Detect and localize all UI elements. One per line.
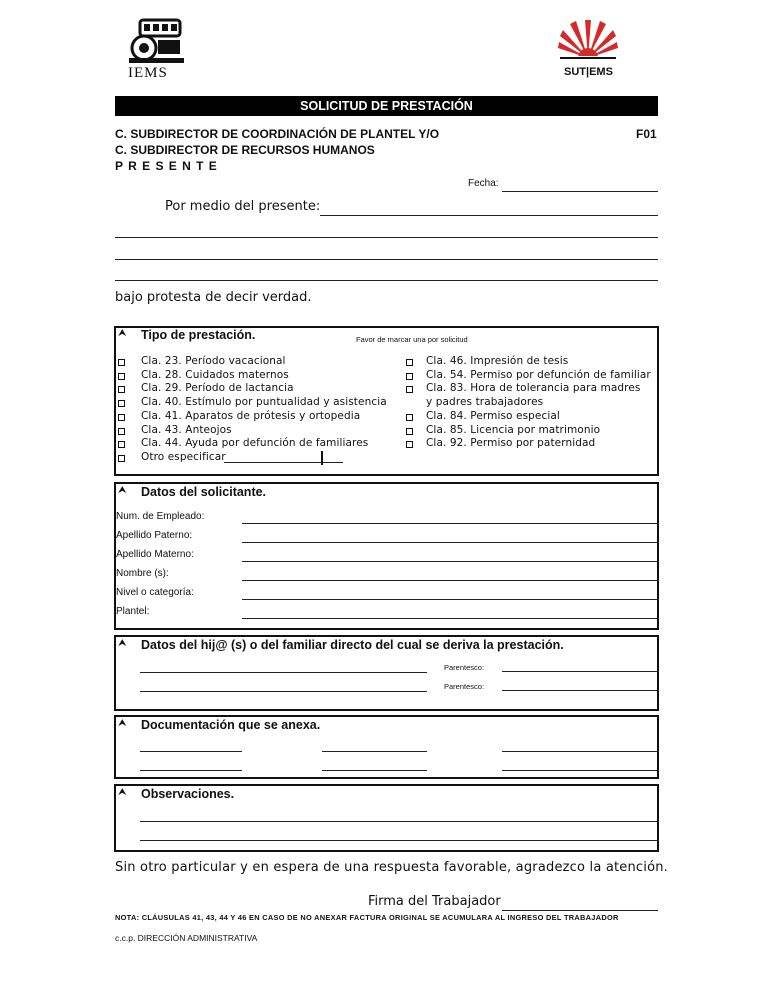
- checkbox-cla-54[interactable]: [406, 373, 413, 380]
- addressee-line-3: P R E S E N T E: [115, 159, 218, 173]
- otro-especificar-field[interactable]: [224, 462, 343, 463]
- intro-field-line-3[interactable]: [115, 259, 658, 260]
- tipo-prestacion-title: Tipo de prestación.: [141, 328, 256, 342]
- item-cla-41: Cla. 41. Aparatos de prótesis y ortopedia: [141, 410, 361, 422]
- section-arrow-icon: ⮝: [118, 718, 127, 729]
- section-arrow-icon: ⮝: [118, 787, 127, 798]
- label-num-empleado: Num. de Empleado:: [116, 511, 205, 522]
- intro-text: Por medio del presente:: [165, 199, 321, 214]
- tipo-note: Favor de marcar una por solicitud: [356, 335, 468, 344]
- item-cla-23: Cla. 23. Período vacacional: [141, 355, 286, 367]
- iems-logo: [124, 18, 194, 82]
- doc-field-4[interactable]: [140, 770, 242, 771]
- label-apellido-paterno: Apellido Paterno:: [116, 530, 193, 541]
- item-cla-54: Cla. 54. Permiso por defunción de familiar: [426, 369, 651, 381]
- checkbox-cla-85[interactable]: [406, 428, 413, 435]
- item-cla-29: Cla. 29. Período de lactancia: [141, 382, 294, 394]
- observaciones-section: [114, 784, 659, 852]
- sutiems-logo: [558, 18, 620, 90]
- fecha-label: Fecha:: [468, 178, 499, 189]
- checkbox-cla-46[interactable]: [406, 359, 413, 366]
- item-cla-28: Cla. 28. Cuidados maternos: [141, 369, 289, 381]
- form-title: SOLICITUD DE PRESTACIÓN: [300, 99, 473, 113]
- text-cursor: [321, 451, 323, 465]
- section-arrow-icon: ⮝: [118, 638, 127, 649]
- observaciones-field-2[interactable]: [140, 840, 659, 841]
- field-apellido-paterno[interactable]: [242, 542, 659, 543]
- checkbox-cla-44[interactable]: [118, 441, 125, 448]
- label-nivel: Nivel o categoría:: [116, 587, 194, 598]
- checkbox-cla-28[interactable]: [118, 373, 125, 380]
- item-cla-84: Cla. 84. Permiso especial: [426, 410, 560, 422]
- addressee-line-1: C. SUBDIRECTOR DE COORDINACIÓN DE PLANTEL Y/O: [115, 127, 440, 141]
- item-cla-43: Cla. 43. Anteojos: [141, 424, 232, 436]
- item-cla-46: Cla. 46. Impresión de tesis: [426, 355, 569, 367]
- item-otro: Otro especificar: [141, 451, 226, 463]
- sutiems-logo-text: SUT|EMS: [564, 66, 613, 78]
- checkbox-cla-40[interactable]: [118, 400, 125, 407]
- label-apellido-materno: Apellido Materno:: [116, 549, 194, 560]
- parentesco-field-2[interactable]: [502, 690, 659, 691]
- familiar-name-field-1[interactable]: [140, 672, 427, 673]
- fecha-field[interactable]: [502, 191, 658, 192]
- protest-text: bajo protesta de decir verdad.: [115, 290, 312, 305]
- field-apellido-materno[interactable]: [242, 561, 659, 562]
- form-title-bar: [115, 96, 658, 116]
- section-arrow-icon: ⮝: [118, 328, 127, 339]
- item-cla-40: Cla. 40. Estímulo por puntualidad y asistencia: [141, 396, 387, 408]
- checkbox-cla-83[interactable]: [406, 386, 413, 393]
- item-cla-44: Cla. 44. Ayuda por defunción de familiares: [141, 437, 369, 449]
- checkbox-cla-43[interactable]: [118, 428, 125, 435]
- label-plantel: Plantel:: [116, 606, 150, 617]
- checkbox-cla-41[interactable]: [118, 414, 125, 421]
- firma-label: Firma del Trabajador: [368, 894, 501, 909]
- checkbox-cla-29[interactable]: [118, 386, 125, 393]
- intro-field-line-4[interactable]: [115, 280, 658, 281]
- doc-field-2[interactable]: [322, 751, 427, 752]
- section-arrow-icon: ⮝: [118, 485, 127, 496]
- closing-text: Sin otro particular y en espera de una respuesta favorable, agradezco la atención.: [115, 860, 669, 875]
- item-cla-85: Cla. 85. Licencia por matrimonio: [426, 424, 601, 436]
- observaciones-field-1[interactable]: [140, 821, 659, 822]
- nota-text: NOTA: CLÁUSULAS 41, 43, 44 Y 46 EN CASO DE NO ANEXAR FACTURA ORIGINAL SE ACUMULARA AL INGRESO DEL TRABAJADOR: [115, 913, 619, 922]
- familiar-title: Datos del hij@ (s) o del familiar directo del cual se deriva la prestación.: [141, 638, 564, 652]
- item-cla-92: Cla. 92. Permiso por paternidad: [426, 437, 596, 449]
- sun-rays-icon: [558, 18, 618, 64]
- field-plantel[interactable]: [242, 618, 659, 619]
- checkbox-cla-23[interactable]: [118, 359, 125, 366]
- tipo-prestacion-section: [114, 326, 659, 476]
- solicitante-title: Datos del solicitante.: [141, 485, 267, 499]
- parentesco-field-1[interactable]: [502, 671, 659, 672]
- checkbox-cla-92[interactable]: [406, 441, 413, 448]
- parentesco-label-1: Parentesco:: [444, 663, 485, 672]
- field-nombre[interactable]: [242, 580, 659, 581]
- doc-field-1[interactable]: [140, 751, 242, 752]
- firma-field[interactable]: [502, 910, 658, 911]
- familiar-section: [114, 635, 659, 711]
- doc-field-6[interactable]: [502, 770, 659, 771]
- parentesco-label-2: Parentesco:: [444, 682, 485, 691]
- documentacion-title: Documentación que se anexa.: [141, 718, 321, 732]
- field-num-empleado[interactable]: [242, 523, 659, 524]
- iems-logo-text: IEMS: [128, 65, 168, 81]
- item-cla-83-cont: y padres trabajadores: [426, 396, 544, 408]
- familiar-name-field-2[interactable]: [140, 691, 427, 692]
- documentacion-section: [114, 715, 659, 779]
- item-cla-83: Cla. 83. Hora de tolerancia para madres: [426, 382, 641, 394]
- doc-field-3[interactable]: [502, 751, 659, 752]
- label-nombre: Nombre (s):: [116, 568, 169, 579]
- doc-field-5[interactable]: [322, 770, 427, 771]
- addressee-line-2: C. SUBDIRECTOR DE RECURSOS HUMANOS: [115, 143, 375, 157]
- field-nivel[interactable]: [242, 599, 659, 600]
- ccp-text: c.c.p. DIRECCIÓN ADMINISTRATIVA: [115, 933, 258, 943]
- intro-field-line-2[interactable]: [115, 237, 658, 238]
- checkbox-cla-84[interactable]: [406, 414, 413, 421]
- intro-field-line-1[interactable]: [320, 215, 658, 216]
- solicitante-section: [114, 482, 659, 630]
- iems-emblem-icon: [124, 18, 194, 68]
- checkbox-otro[interactable]: [118, 455, 125, 462]
- observaciones-title: Observaciones.: [141, 787, 235, 801]
- form-code: F01: [636, 127, 657, 141]
